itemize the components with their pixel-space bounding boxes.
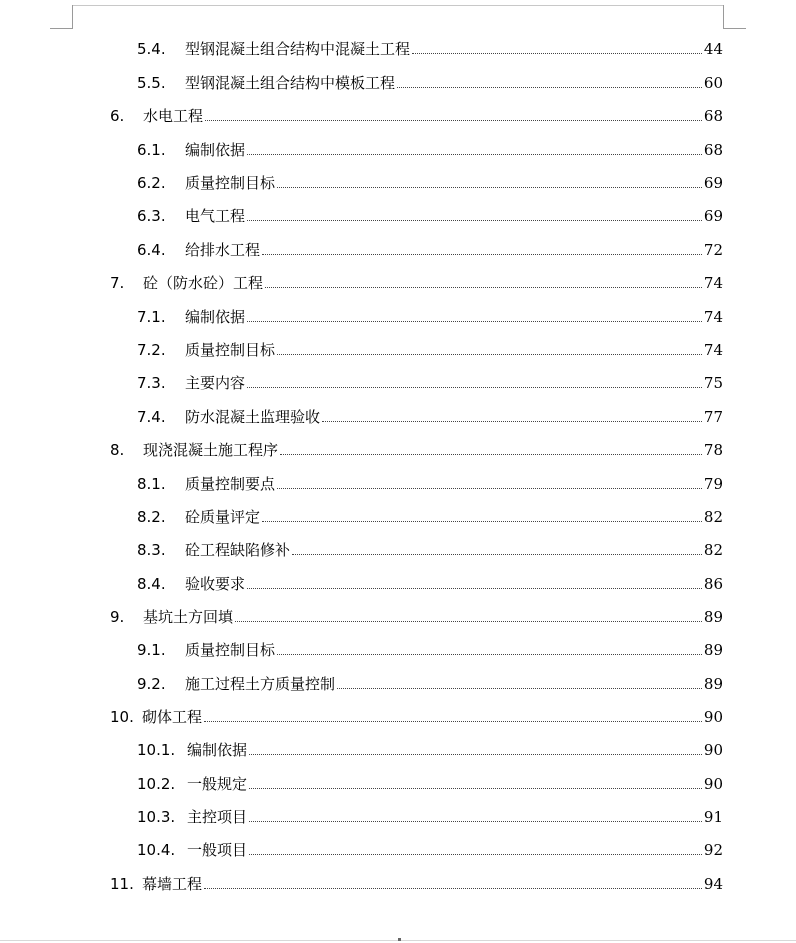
- dot-leader: [204, 888, 702, 889]
- toc-entry-title: 编制依据: [187, 741, 248, 759]
- toc-entry[interactable]: [110, 871, 723, 893]
- dot-leader: [280, 454, 702, 455]
- dot-leader: [277, 488, 702, 489]
- toc-entry-page: 92: [703, 841, 723, 859]
- toc-entry-number: 9.2.: [137, 675, 166, 693]
- toc-entry-title: 给排水工程: [185, 241, 261, 259]
- toc-entry-page: 89: [703, 608, 723, 626]
- toc-entry[interactable]: [137, 837, 723, 859]
- toc-entry-number: 10.3.: [137, 808, 176, 826]
- toc-entry-page: 82: [703, 541, 723, 559]
- toc-entry[interactable]: [137, 671, 723, 693]
- toc-entry-page: 74: [703, 341, 723, 359]
- toc-entry-page: 79: [703, 475, 723, 493]
- toc-entry-number: 6.: [110, 107, 125, 125]
- toc-entry-number: 7.4.: [137, 408, 166, 426]
- toc-entry[interactable]: [137, 36, 723, 58]
- toc-entry-title: 防水混凝土监理验收: [185, 408, 321, 426]
- page-top-edge: [72, 5, 723, 6]
- toc-entry-title: 质量控制目标: [185, 174, 276, 192]
- dot-leader: [249, 821, 702, 822]
- toc-entry-number: 10.2.: [137, 775, 176, 793]
- crop-mark-top-right: [723, 28, 746, 29]
- toc-entry[interactable]: [137, 504, 723, 526]
- toc-entry[interactable]: [137, 337, 723, 359]
- toc-entry-page: 68: [703, 107, 723, 125]
- toc-entry-title: 施工过程土方质量控制: [185, 675, 336, 693]
- toc-entry-page: 91: [703, 808, 723, 826]
- toc-entry-title: 电气工程: [185, 207, 246, 225]
- toc-entry-page: 75: [703, 374, 723, 392]
- toc-entry-page: 72: [703, 241, 723, 259]
- toc-entry-number: 8.2.: [137, 508, 166, 526]
- toc-entry-title: 一般项目: [187, 841, 248, 859]
- toc-entry-page: 69: [703, 207, 723, 225]
- toc-entry[interactable]: [110, 604, 723, 626]
- toc-entry[interactable]: [137, 370, 723, 392]
- toc-entry-number: 6.3.: [137, 207, 166, 225]
- toc-entry[interactable]: [137, 737, 723, 759]
- toc-entry-page: 89: [703, 641, 723, 659]
- dot-leader: [277, 354, 702, 355]
- toc-entry-number: 8.: [110, 441, 125, 459]
- dot-leader: [262, 521, 702, 522]
- page-bottom-marker: [398, 938, 401, 941]
- dot-leader: [247, 154, 702, 155]
- toc-entry-number: 8.1.: [137, 475, 166, 493]
- dot-leader: [322, 421, 702, 422]
- toc-entry-number: 7.3.: [137, 374, 166, 392]
- toc-entry[interactable]: [137, 137, 723, 159]
- toc-entry-title: 砌体工程: [142, 708, 203, 726]
- toc-entry-title: 型钢混凝土组合结构中模板工程: [185, 74, 396, 92]
- toc-entry-title: 编制依据: [185, 141, 246, 159]
- toc-entry-number: 10.4.: [137, 841, 176, 859]
- toc-entry-title: 型钢混凝土组合结构中混凝土工程: [185, 40, 411, 58]
- dot-leader: [277, 654, 702, 655]
- toc-entry-title: 质量控制要点: [185, 475, 276, 493]
- toc-entry-title: 水电工程: [143, 107, 204, 125]
- toc-entry-page: 74: [703, 274, 723, 292]
- dot-leader: [205, 120, 702, 121]
- toc-entry[interactable]: [137, 571, 723, 593]
- dot-leader: [337, 688, 702, 689]
- dot-leader: [249, 788, 702, 789]
- toc-entry[interactable]: [110, 103, 723, 125]
- toc-entry-title: 质量控制目标: [185, 641, 276, 659]
- crop-mark-top-left-vertical: [72, 5, 73, 29]
- toc-entry-page: 90: [703, 775, 723, 793]
- dot-leader: [292, 554, 702, 555]
- toc-entry-title: 基坑土方回填: [143, 608, 234, 626]
- toc-entry-number: 8.4.: [137, 575, 166, 593]
- toc-entry[interactable]: [137, 304, 723, 326]
- toc-entry-page: 74: [703, 308, 723, 326]
- toc-entry[interactable]: [137, 404, 723, 426]
- toc-entry-page: 90: [703, 741, 723, 759]
- toc-entry-number: 7.1.: [137, 308, 166, 326]
- toc-entry-number: 10.1.: [137, 741, 176, 759]
- dot-leader: [265, 287, 702, 288]
- dot-leader: [247, 220, 702, 221]
- toc-entry-number: 8.3.: [137, 541, 166, 559]
- dot-leader: [247, 321, 702, 322]
- toc-entry-number: 6.1.: [137, 141, 166, 159]
- toc-entry[interactable]: [110, 704, 723, 726]
- dot-leader: [247, 588, 702, 589]
- toc-entry-number: 7.2.: [137, 341, 166, 359]
- toc-entry[interactable]: [137, 804, 723, 826]
- toc-entry-page: 60: [703, 74, 723, 92]
- dot-leader: [249, 854, 702, 855]
- dot-leader: [262, 254, 702, 255]
- toc-entry-number: 9.1.: [137, 641, 166, 659]
- toc-entry-number: 5.4.: [137, 40, 166, 58]
- toc-entry[interactable]: [137, 170, 723, 192]
- toc-entry-page: 44: [703, 40, 723, 58]
- toc-entry-title: 一般规定: [187, 775, 248, 793]
- toc-entry-title: 幕墙工程: [142, 875, 203, 893]
- toc-entry-page: 69: [703, 174, 723, 192]
- toc-entry-title: 现浇混凝土施工程序: [143, 441, 279, 459]
- toc-entry[interactable]: [137, 537, 723, 559]
- toc-entry[interactable]: [137, 70, 723, 92]
- toc-entry[interactable]: [137, 203, 723, 225]
- toc-entry-number: 10.: [110, 708, 134, 726]
- toc-entry-page: 68: [703, 141, 723, 159]
- toc-entry-page: 77: [703, 408, 723, 426]
- toc-entry-page: 78: [703, 441, 723, 459]
- toc-entry[interactable]: [110, 437, 723, 459]
- toc-entry-number: 5.5.: [137, 74, 166, 92]
- dot-leader: [247, 387, 702, 388]
- toc-entry-page: 86: [703, 575, 723, 593]
- dot-leader: [412, 53, 702, 54]
- dot-leader: [277, 187, 702, 188]
- toc-entry-title: 编制依据: [185, 308, 246, 326]
- dot-leader: [235, 621, 702, 622]
- toc-entry-title: 主控项目: [187, 808, 248, 826]
- toc-entry[interactable]: [110, 270, 723, 292]
- crop-mark-top-right-vertical: [723, 5, 724, 29]
- toc-entry-page: 94: [703, 875, 723, 893]
- toc-entry-title: 砼质量评定: [185, 508, 261, 526]
- toc-entry-number: 11.: [110, 875, 134, 893]
- toc-entry[interactable]: [137, 237, 723, 259]
- toc-entry-title: 验收要求: [185, 575, 246, 593]
- toc-entry[interactable]: [137, 771, 723, 793]
- toc-entry-title: 质量控制目标: [185, 341, 276, 359]
- toc-entry-title: 主要内容: [185, 374, 246, 392]
- toc-entry-number: 6.2.: [137, 174, 166, 192]
- dot-leader: [249, 754, 702, 755]
- toc-entry-number: 6.4.: [137, 241, 166, 259]
- toc-entry[interactable]: [137, 471, 723, 493]
- toc-entry-page: 90: [703, 708, 723, 726]
- toc-entry-page: 82: [703, 508, 723, 526]
- toc-entry-number: 9.: [110, 608, 125, 626]
- toc-entry-title: 砼（防水砼）工程: [143, 274, 264, 292]
- toc-entry-number: 7.: [110, 274, 125, 292]
- toc-entry[interactable]: [137, 637, 723, 659]
- crop-mark-top-left: [50, 28, 72, 29]
- toc-entry-title: 砼工程缺陷修补: [185, 541, 291, 559]
- dot-leader: [204, 721, 702, 722]
- dot-leader: [397, 87, 702, 88]
- toc-entry-page: 89: [703, 675, 723, 693]
